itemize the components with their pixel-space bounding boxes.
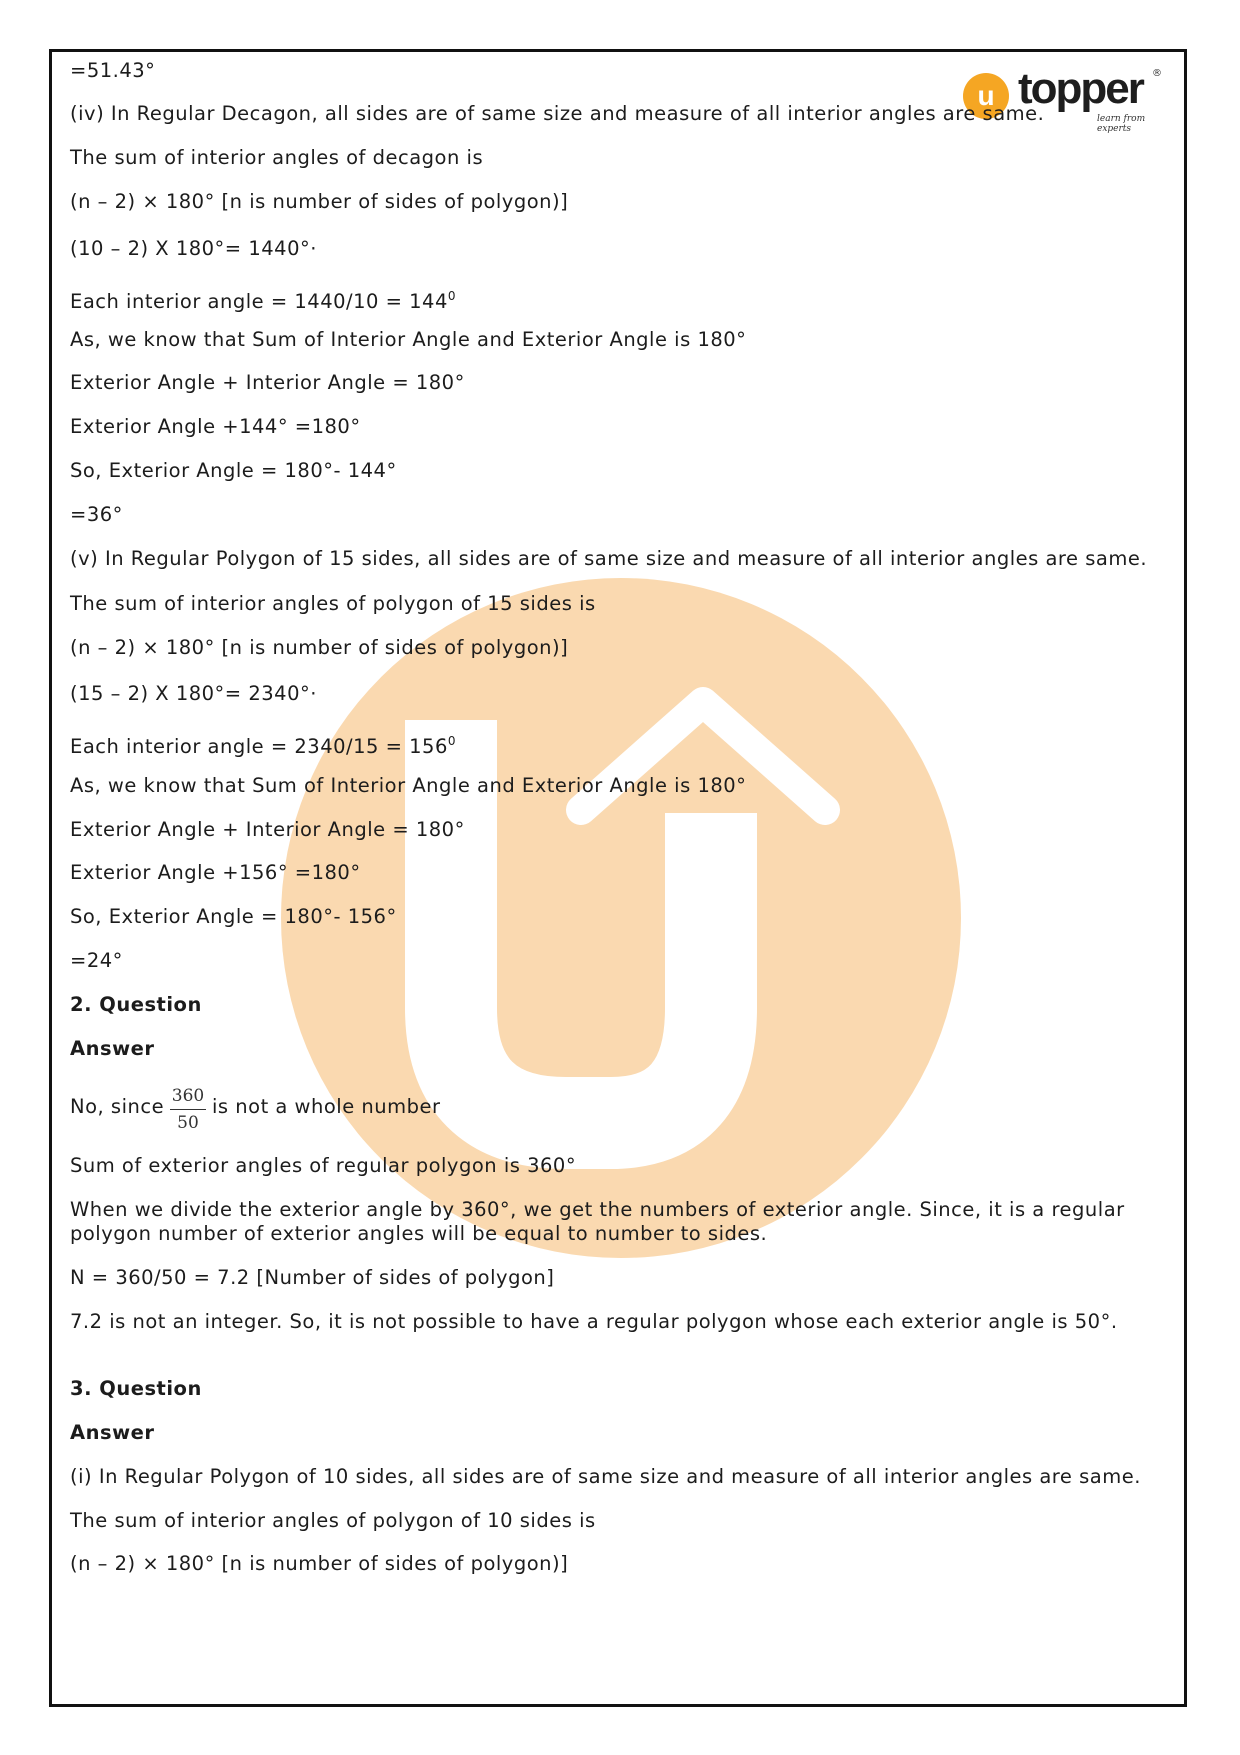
fraction-denominator: 50 xyxy=(177,1113,199,1133)
text-line: (10 – 2) X 180°= 1440°· xyxy=(70,237,317,260)
text-line: (n – 2) × 180° [n is number of sides of polygon)] xyxy=(70,1552,569,1575)
text-line: (15 – 2) X 180°= 2340°· xyxy=(70,682,317,705)
text-line: So, Exterior Angle = 180°- 144° xyxy=(70,459,397,482)
answer-heading: Answer xyxy=(70,1037,155,1060)
text-line: =24° xyxy=(70,949,123,972)
text-line: N = 360/50 = 7.2 [Number of sides of polygon] xyxy=(70,1266,555,1289)
logo-wordmark: topper xyxy=(1018,64,1143,113)
logo-tagline: learn from experts xyxy=(1097,114,1146,134)
question-heading: 2. Question xyxy=(70,993,202,1016)
text-line: The sum of interior angles of decagon is xyxy=(70,146,484,169)
text-line: So, Exterior Angle = 180°- 156° xyxy=(70,905,397,928)
fraction xyxy=(170,1086,206,1133)
text-fragment: Each interior angle = 2340/15 = 156 xyxy=(70,735,448,758)
text-paragraph: When we divide the exterior angle by 360°, we get the numbers of exterior angle. Since, it is a regular polygon number of exterior angles will be equal to number to sides. xyxy=(70,1198,1125,1245)
text-line: (v) In Regular Polygon of 15 sides, all sides are of same size and measure of all interior angles are same. xyxy=(70,547,1148,570)
text-line xyxy=(70,284,456,314)
text-line: =51.43° xyxy=(70,59,156,82)
question-heading: 3. Question xyxy=(70,1377,202,1400)
text-line: (n – 2) × 180° [n is number of sides of polygon)] xyxy=(70,636,569,659)
text-line: 7.2 is not an integer. So, it is not possible to have a regular polygon whose each exterior angle is 50°. xyxy=(70,1310,1118,1333)
text-line: (iv) In Regular Decagon, all sides are of same size and measure of all interior angles are same. xyxy=(70,102,1045,125)
text-line xyxy=(70,729,456,759)
text-line: Exterior Angle +144° =180° xyxy=(70,415,361,438)
text-line: The sum of interior angles of polygon of 15 sides is xyxy=(70,592,596,615)
text-line: (i) In Regular Polygon of 10 sides, all sides are of same size and measure of all interior angles are same. xyxy=(70,1465,1141,1488)
fraction-numerator: 360 xyxy=(170,1086,206,1110)
answer-heading: Answer xyxy=(70,1421,155,1444)
text-line: As, we know that Sum of Interior Angle and Exterior Angle is 180° xyxy=(70,328,747,351)
text-line: No, since xyxy=(70,1095,165,1118)
text-line: As, we know that Sum of Interior Angle and Exterior Angle is 180° xyxy=(70,774,747,797)
text-line: Exterior Angle + Interior Angle = 180° xyxy=(70,371,465,394)
text-line: Sum of exterior angles of regular polygon is 360° xyxy=(70,1154,577,1177)
registered-mark: ® xyxy=(1152,68,1162,79)
text-line: Exterior Angle +156° =180° xyxy=(70,861,361,884)
text-fragment: Each interior angle = 1440/10 = 144 xyxy=(70,290,448,313)
text-line: is not a whole number xyxy=(212,1095,441,1118)
superscript: 0 xyxy=(447,734,456,748)
text-line: Exterior Angle + Interior Angle = 180° xyxy=(70,818,465,841)
text-line: (n – 2) × 180° [n is number of sides of polygon)] xyxy=(70,190,569,213)
text-line: =36° xyxy=(70,503,123,526)
text-line: The sum of interior angles of polygon of 10 sides is xyxy=(70,1509,596,1532)
svg-text:u: u xyxy=(977,80,995,111)
superscript: 0 xyxy=(447,289,456,303)
